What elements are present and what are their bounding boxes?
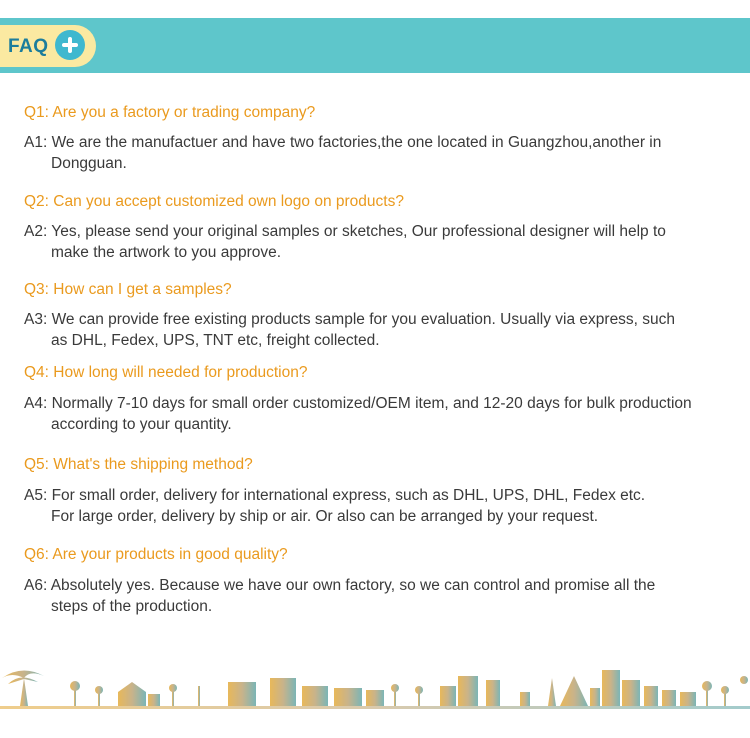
question-5: Q5: What's the shipping method? [24,456,253,473]
answer-1-line-1: A1: We are the manufactuer and have two factories,the one located in Guangzhou,another in [24,134,662,151]
answer-1-line-2: Dongguan. [51,155,127,172]
answer-2-line-1: A2: Yes, please send your original samples or sketches, Our professional designer will help to [24,223,666,240]
answer-3-line-2: as DHL, Fedex, UPS, TNT etc, freight collected. [51,332,380,349]
city-skyline-illustration [0,648,750,718]
answer-5 [24,485,730,527]
question-2: Q2: Can you accept customized own logo on products? [24,193,404,210]
answer-5-line-1: A5: For small order, delivery for international express, such as DHL, UPS, DHL, Fedex etc. [24,487,646,504]
answer-3 [24,309,730,351]
answer-6-line-2: steps of the production. [51,598,213,615]
answer-2 [24,221,730,263]
answer-4-line-2: according to your quantity. [51,416,232,433]
answer-4 [24,393,730,435]
answer-3-line-1: A3: We can provide free existing products sample for you evaluation. Usually via express, such [24,311,676,328]
answer-5-line-2: For large order, delivery by ship or air. Or also can be arranged by your request. [51,508,599,525]
plus-circle-icon [55,30,85,60]
faq-title: FAQ [8,36,49,57]
question-6: Q6: Are your products in good quality? [24,546,288,563]
answer-6-line-1: A6: Absolutely yes. Because we have our own factory, so we can control and promise all the [24,577,656,594]
answer-1 [24,132,730,174]
question-3: Q3: How can I get a samples? [24,281,232,298]
question-4: Q4: How long will needed for production? [24,364,308,381]
answer-2-line-2: make the artwork to you approve. [51,244,282,261]
answer-4-line-1: A4: Normally 7-10 days for small order customized/OEM item, and 12-20 days for bulk production [24,395,692,412]
answer-6 [24,575,730,617]
header-bar [0,18,750,73]
question-1: Q1: Are you a factory or trading company? [24,104,316,121]
